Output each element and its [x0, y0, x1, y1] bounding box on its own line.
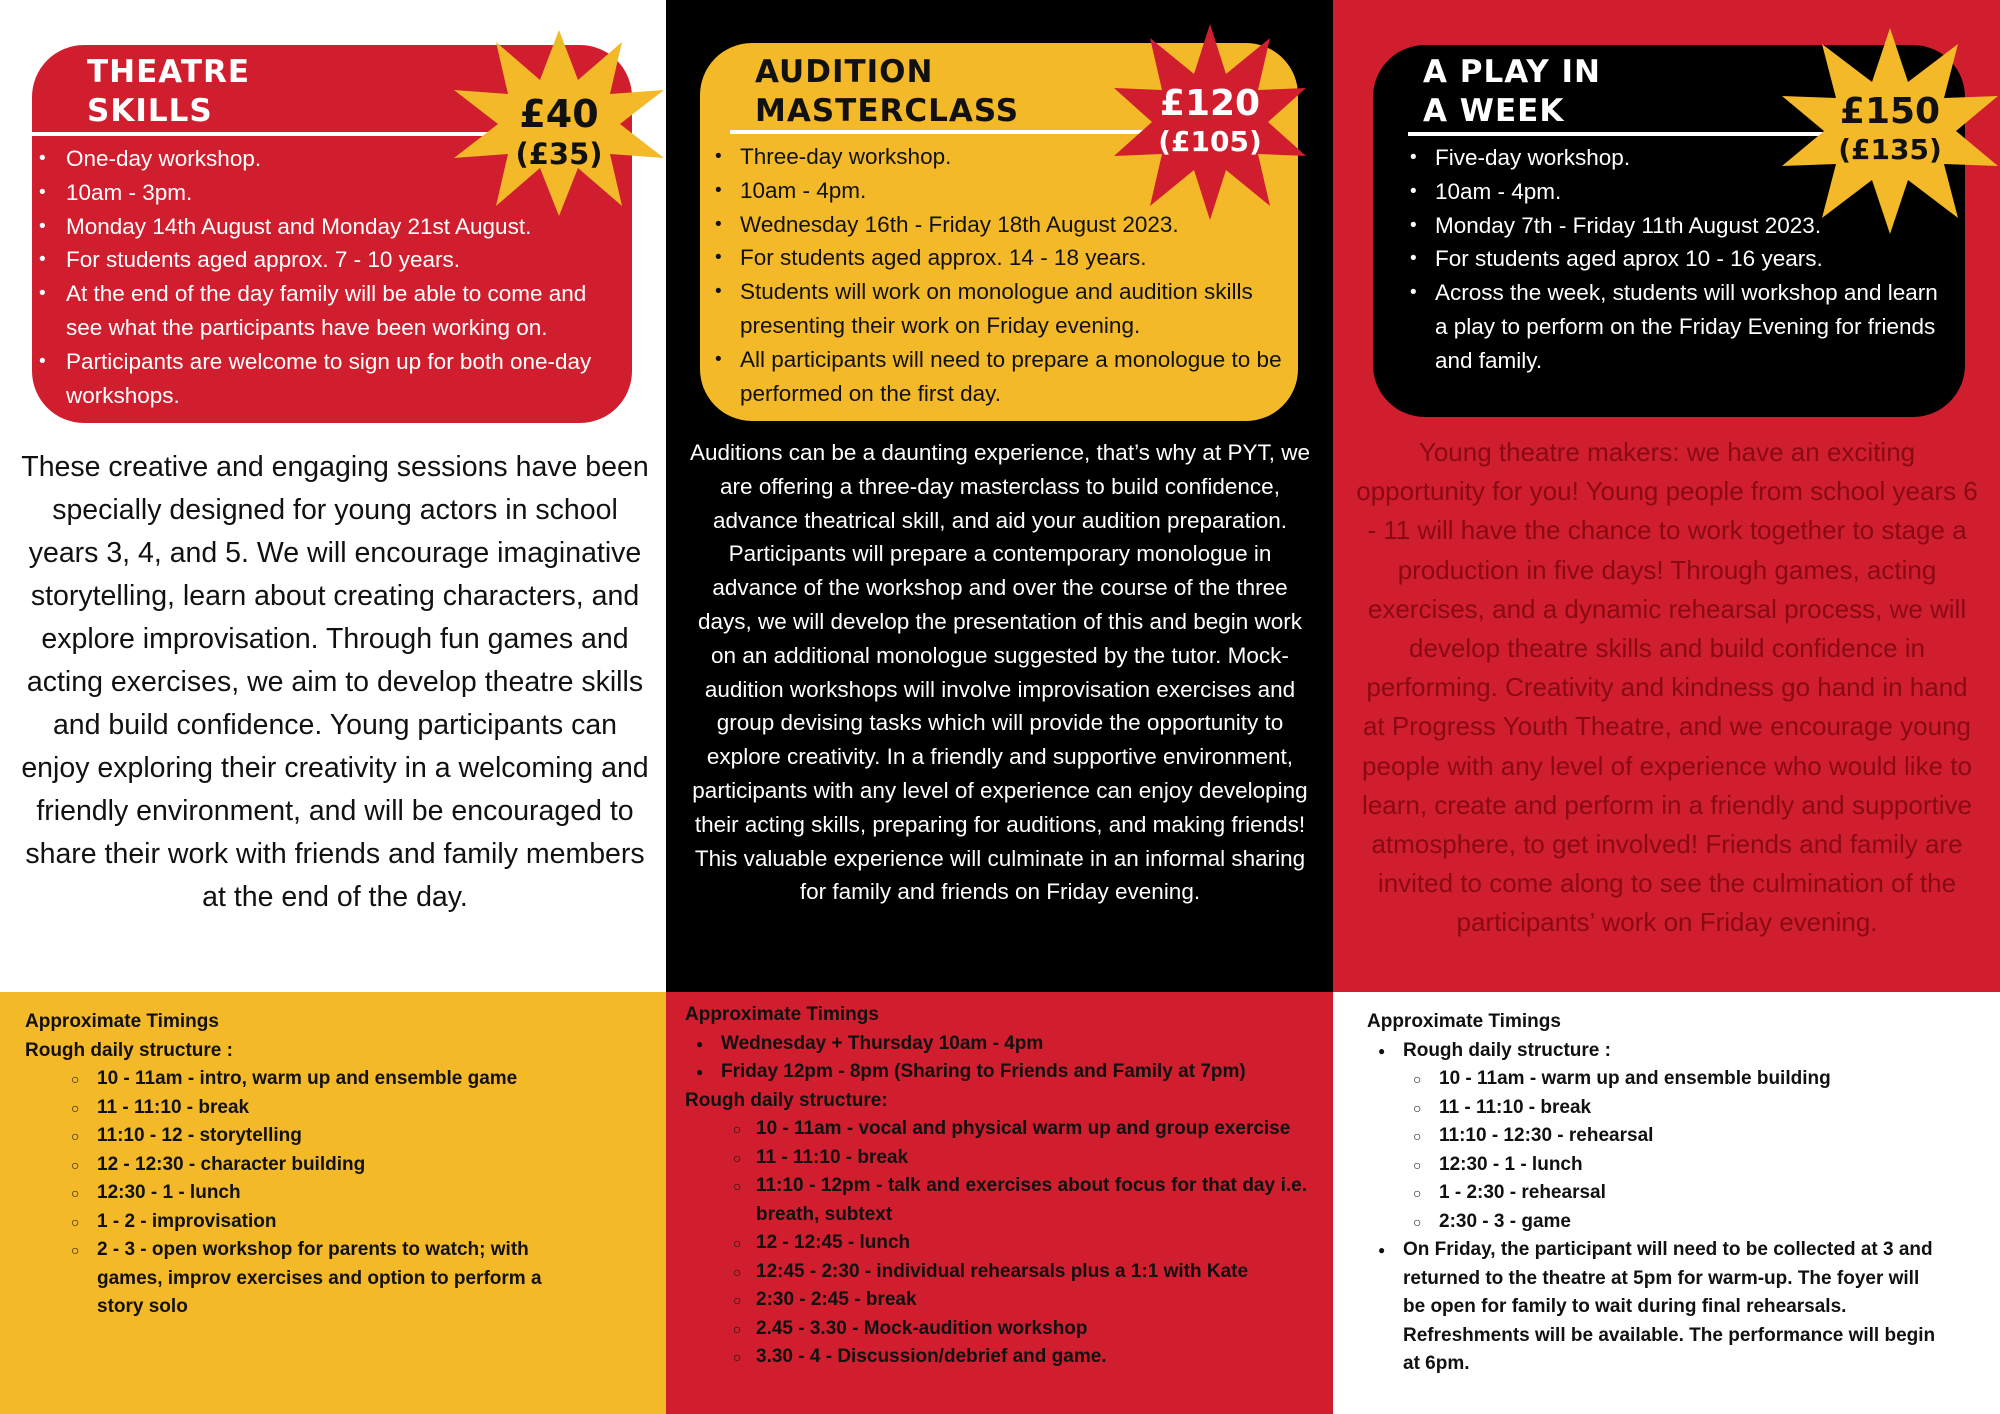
price-star-badge [1780, 26, 2000, 236]
schedule-list [685, 1115, 1307, 1372]
list-item: • 10am - 4pm. [1373, 175, 1965, 209]
schedule-item: ○ 12:45 - 2:30 - individual rehearsals plus a 1:1 with Kate [685, 1258, 1307, 1287]
schedule-item: ○ 2 - 3 - open workshop for parents to watch; with games, improv exercises and option to perform a story solo [25, 1236, 650, 1322]
title-line: AUDITION [755, 54, 934, 90]
schedule-item: ○ 11 - 11:10 - break [1367, 1094, 1987, 1123]
theatre-skills-description: These creative and engaging sessions have been specially designed for young actors in school years 3, 4, and 5. We will encourage imaginative storytelling, learn about creating characters, and explore improvisation. Through fun games and acting exercises, we aim to develop theatre skills and build confidence. Young participants can enjoy exploring their creativity in a welcoming and friendly environment, and will be encouraged to share their work with friends and family members at the end of the day. [21, 451, 649, 913]
schedule-item: ○ 12:30 - 1 - lunch [1367, 1151, 1987, 1180]
title-line: A PLAY IN [1423, 54, 1602, 90]
structure-heading: Rough daily structure : [25, 1039, 233, 1061]
list-item: • At the end of the day family will be able to come and see what the participants have been working on. [32, 277, 632, 345]
play-in-a-week-timings [1367, 1008, 1987, 1379]
list-item: • Across the week, students will workshop and learn a play to perform on the Friday Evening for friends and family. [1373, 276, 1965, 377]
schedule-item: ○ 11 - 11:10 - break [25, 1094, 650, 1123]
timings-heading: Approximate Timings [1367, 1011, 1561, 1032]
schedule-item: ○ 10 - 11am - vocal and physical warm up and group exercise [685, 1115, 1307, 1144]
play-in-a-week-title [1423, 53, 1601, 131]
friday-note: ● On Friday, the participant will need to be collected at 3 and returned to the theatre at 5pm for warm-up. The foyer will be open for family to wait during final rehearsals. Refreshments will be available. The performance will begin at 6pm. [1367, 1236, 1987, 1379]
day-item: ● Friday 12pm - 8pm (Sharing to Friends and Family at 7pm) [685, 1058, 1307, 1087]
audition-masterclass-timings [685, 1001, 1307, 1372]
schedule-item: ○ 2:30 - 2:45 - break [685, 1286, 1307, 1315]
day-item: ● Wednesday + Thursday 10am - 4pm [685, 1030, 1307, 1059]
list-item: • Wednesday 16th - Friday 18th August 2023. [700, 208, 1298, 242]
list-item: • 10am - 3pm. [32, 176, 632, 210]
title-line: A WEEK [1423, 93, 1565, 129]
schedule-item: ○ 12 - 12:45 - lunch [685, 1229, 1307, 1258]
list-item: • One-day workshop. [32, 142, 632, 176]
list-item: • 10am - 4pm. [700, 174, 1298, 208]
days-list [685, 1030, 1307, 1087]
list-item: • For students aged approx. 7 - 10 years. [32, 243, 632, 277]
price-label: £120 [1159, 83, 1261, 124]
price-label: £150 [1839, 91, 1941, 132]
discount-price-label: (£35) [515, 137, 603, 171]
audition-masterclass-description: Auditions can be a daunting experience, that’s why at PYT, we are offering a three-day masterclass to build confidence, advance theatrical skill, and aid your audition preparation. Participants will prepare a contemporary monologue in advance of the workshop and over the course of the three days, we will develop the presentation of this and begin work on an additional monologue suggested by the tutor. Mock-audition workshops will involve improvisation exercises and group devising tasks which will provide the opportunity to explore creativity. In a friendly and supportive environment, participants with any level of experience can enjoy developing their acting skills, preparing for auditions, and making friends! This valuable experience will culminate in an informal sharing for family and friends on Friday evening. [690, 440, 1310, 905]
theatre-skills-title [87, 53, 250, 131]
list-item: • Participants are welcome to sign up for both one-day workshops. [32, 345, 632, 413]
title-underline [730, 130, 1178, 134]
discount-price-label: (£105) [1158, 125, 1262, 158]
schedule-list [25, 1065, 650, 1322]
schedule-item: ○ 11:10 - 12pm - talk and exercises about focus for that day i.e. breath, subtext [685, 1172, 1307, 1229]
audition-masterclass-title [755, 53, 1019, 131]
timings-heading: Approximate Timings [25, 1011, 219, 1032]
title-line: SKILLS [87, 93, 213, 129]
schedule-item: ○ 1 - 2:30 - rehearsal [1367, 1179, 1987, 1208]
price-star-badge [452, 28, 666, 218]
schedule-item: ○ 10 - 11am - intro, warm up and ensemble game [25, 1065, 650, 1094]
price-star-badge [1112, 22, 1308, 222]
schedule-item: ○ 3.30 - 4 - Discussion/debrief and game. [685, 1343, 1307, 1372]
play-in-a-week-description: Young theatre makers: we have an exciting opportunity for you! Young people from school years 6 - 11 will have the chance to work together to stage a production in five days! Through games, acting exercises, and a dynamic rehearsal process, we will develop theatre skills and build confidence in performing. Creativity and kindness go hand in hand at Progress Youth Theatre, and we encourage young people with any level of experience who would like to learn, create and perform in a friendly and supportive atmosphere, to get involved! Friends and family are invited to come along to see the culmination of the participants’ work on Friday evening. [1356, 437, 1978, 938]
list-item: • Monday 14th August and Monday 21st August. [32, 210, 632, 244]
structure-heading: ● Rough daily structure : [1367, 1037, 1987, 1066]
schedule-item: ○ 11:10 - 12 - storytelling [25, 1122, 650, 1151]
list-item: • Monday 7th - Friday 11th August 2023. [1373, 209, 1965, 243]
title-line: THEATRE [87, 54, 251, 90]
price-label: £40 [519, 92, 599, 136]
list-item: • Students will work on monologue and audition skills presenting their work on Friday evening. [700, 275, 1298, 343]
schedule-item: ○ 11 - 11:10 - break [685, 1144, 1307, 1173]
structure-list [1367, 1037, 1987, 1066]
list-item: • Five-day workshop. [1373, 141, 1965, 175]
schedule-item: ○ 1 - 2 - improvisation [25, 1208, 650, 1237]
list-item: • All participants will need to prepare a monologue to be performed on the first day. [700, 343, 1298, 411]
title-underline [32, 132, 512, 136]
discount-price-label: (£135) [1838, 133, 1942, 166]
schedule-list [1367, 1065, 1987, 1236]
schedule-item: ○ 11:10 - 12:30 - rehearsal [1367, 1122, 1987, 1151]
schedule-item: ○ 2.45 - 3.30 - Mock-audition workshop [685, 1315, 1307, 1344]
structure-heading: Rough daily structure: [685, 1089, 888, 1111]
schedule-item: ○ 10 - 11am - warm up and ensemble building [1367, 1065, 1987, 1094]
schedule-item: ○ 2:30 - 3 - game [1367, 1208, 1987, 1237]
title-line: MASTERCLASS [755, 93, 1020, 129]
list-item: • For students aged approx. 14 - 18 years. [700, 241, 1298, 275]
timings-heading: Approximate Timings [685, 1004, 879, 1025]
list-item: • Three-day workshop. [700, 140, 1298, 174]
schedule-item: ○ 12 - 12:30 - character building [25, 1151, 650, 1180]
list-item: • For students aged aprox 10 - 16 years. [1373, 242, 1965, 276]
friday-note-list [1367, 1236, 1987, 1379]
theatre-skills-timings [25, 1008, 650, 1322]
schedule-item: ○ 12:30 - 1 - lunch [25, 1179, 650, 1208]
